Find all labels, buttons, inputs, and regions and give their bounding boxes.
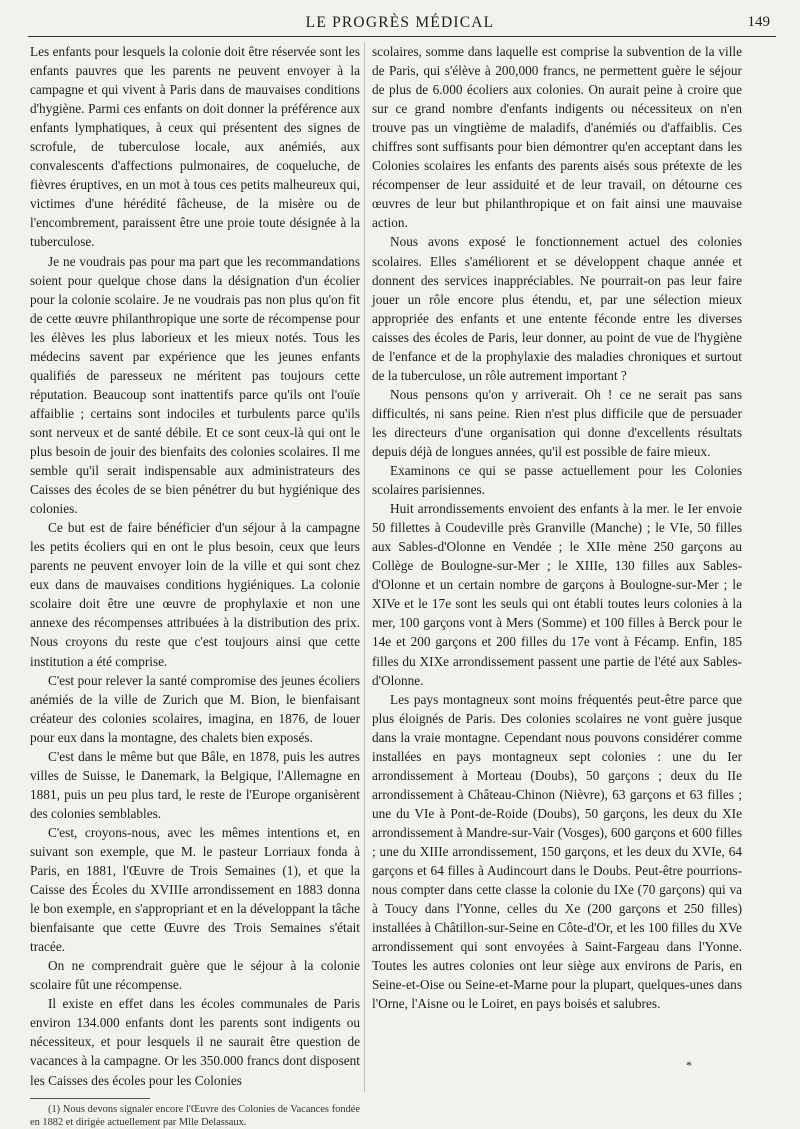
paragraph: C'est pour relever la santé compromise des jeunes écoliers anémiés de la ville de Zurich que M. Bion, le bienfaisant créateur des colonies scolaires, imagina, en 1876, de louer pour eux dans la montagne, des chalets bien exposés. (30, 672, 360, 745)
paragraph: Ce but est de faire bénéficier d'un séjour à la campagne les petits écoliers qui en ont le plus besoin, ceux que leurs parents ne peuvent envoyer loin de la ville et qui sont chez eux dans de mauvaises conditions hygiéniques. La colonie scolaire doit être une œuvre de prophylaxie et non une annexe des récompenses attribuées à la distribution des prix. Nous croyons du reste que c'est toujours ainsi que cette institution a été comprise. (30, 520, 360, 669)
header-rule (28, 36, 776, 37)
paragraph: Huit arrondissements envoient des enfants à la mer. le Ier envoie 50 fillettes à Coudeville près Granville (Manche) ; le VIe, 50 filles aux Sables-d'Olonne en Vendée ; le XIIe mène 250 garçons au Collège de Boulogne-sur-Mer ; le XIIIe, 130 filles aux Sables-d'Olonne et un certain nombre de garçons à Boulogne-sur-Mer ; le XIVe et le 17e sont les seuls qui ont établi toutes leurs colonies à la mer, 100 garçons vont à Mers (Somme) et 100 filles à Berck pour le 14e et 200 garçons et 200 filles du 17e vont à Fécamp. Enfin, 185 filles du XIXe arrondissement passent une partie de l'été aux Sables-d'Olonne. (372, 501, 742, 688)
running-header (0, 12, 800, 38)
footnote: (1) Nous devons signaler encore l'Œuvre des Colonies de Vacances fondée en 1882 et dirigée actuellement par Mlle Delassaux. (30, 1103, 360, 1128)
journal-title: LE PROGRÈS MÉDICAL (305, 14, 495, 31)
paragraph: Les pays montagneux sont moins fréquentés peut-être parce que plus éloignés de Paris. Des colonies scolaires ne vont guère jusque dans la vraie montagne. Cependant nous pouvons considérer comme installées en pays montagneux sept colonies : une du Ier arrondissement à Morteau (Doubs), 50 garçons ; deux du IIe arrondissement à Château-Chinon (Nièvre), 63 garçons et 63 filles ; une du VIe à Pont-de-Roide (Doubs), 50 garçons, les deux du XIe arrondissement à Mandre-sur-Vair (Vosges), 600 garçons et 600 filles ; une du XIIIe arrondissement, 150 garçons, et les deux du XVIe, 64 garçons et 64 filles à Audincourt dans le Doubs. Peut-être pourrions-nous compter dans cette classe la colonie du IXe (70 garçons) qui va à Toucy dans l'Yonne, celles du Xe (200 garçons et 250 filles) installées à Châtillon-sur-Seine en Côte-d'Or, et les 100 filles du XVe arrondissement qui sont envoyées à Saint-Fargeau dans l'Yonne. Toutes les autres colonies ont leur siège aux environs de Paris, en Seine-et-Oise ou Seine-et-Marne pour la plupart, quelques-unes dans l'Orne, l'Aisne ou le Loiret, en pays boisés et salubres. (372, 691, 742, 1012)
footnote-rule (30, 1098, 150, 1099)
right-column (372, 42, 742, 1013)
left-column (30, 42, 360, 1129)
paragraph: Nous pensons qu'on y arriverait. Oh ! ce ne serait pas sans difficultés, ni sans peine. Rien n'est plus difficile que de persuader les directeurs d'une organisation qui donne d'excellents résultats depuis déjà de longues années, qu'il est possible de faire mieux. (372, 386, 742, 459)
paragraph: C'est, croyons-nous, avec les mêmes intentions et, en suivant son exemple, que M. le pasteur Lorriaux fonda à Paris, en 1881, l'Œuvre de Trois Semaines (1), et que la Caisse des Écoles du XVIIIe arrondissement en 1883 donna le bon exemple, en s'appropriant et en la développant la tâche bienfaisante que cette Œuvre des Trois Semaines s'était tracée. (30, 824, 360, 955)
paragraph: Les enfants pour lesquels la colonie doit être réservée sont les enfants pauvres que les parents ne peuvent envoyer à la campagne et qui vivent à Paris dans de mauvaises conditions d'hygiène. Parmi ces enfants on doit donner la préférence aux enfants lymphatiques, à ceux qui présentent des signes de scrofule, de tuberculose locale, aux anémiés, aux convalescents d'affections pulmonaires, de coqueluche, de fièvres éruptives, en un mot à tous ces petits malheureux qui, victimes d'une hérédité fâcheuse, de la misère ou de l'encombrement, paraissent être une proie toute désignée à la tuberculose. (30, 44, 360, 250)
paragraph: C'est dans le même but que Bâle, en 1878, puis les autres villes de Suisse, le Danemark, la Belgique, l'Allemagne en 1881, puis un peu plus tard, le reste de l'Europe organisèrent des colonies semblables. (30, 748, 360, 821)
paragraph: Nous avons exposé le fonctionnement actuel des colonies scolaires. Elles s'améliorent et se développent chaque année et donnent des services inappréciables. Ne pourrait-on pas leur faire jouer un rôle encore plus étendu, et, par une sélection mieux appropriée des enfants et une entente féconde entre les diverses caisses des écoles de Paris, leur donner, au point de vue de l'hygiène de l'enfance et de la prophylaxie des maladies chroniques et surtout de la tuberculose, un rôle autrement important ? (372, 234, 742, 383)
column-divider (364, 42, 365, 1092)
paragraph: scolaires, somme dans laquelle est comprise la subvention de la ville de Paris, qui s'élève à 200,000 francs, ne permettent guère le séjour de plus de 6.000 écoliers aux colonies. On aurait peine à croire que sur ce grand nombre d'enfants indigents ou nécessiteux on n'en trouve pas un vingtième de maladifs, d'anémiés ou d'affaiblis. Ces chiffres sont suffisants pour bien démontrer qu'en acceptant dans les Colonies scolaires les enfants des parents aisés sous prétexte de les récompenser de leur assiduité et de leur travail, on détourne ces œuvres de leur but philanthropique et on fait ainsi une mauvaise action. (372, 44, 742, 231)
paragraph: Examinons ce qui se passe actuellement pour les Colonies scolaires parisiennes. (372, 463, 742, 498)
paragraph: On ne comprendrait guère que le séjour à la colonie scolaire fût une récompense. (30, 958, 360, 993)
paragraph: Je ne voudrais pas pour ma part que les recommandations soient pour quelque chose dans la désignation d'un écolier pour la colonie scolaire. Je ne voudrais pas non plus qu'on fit de cette œuvre philanthropique une sorte de récompense pour les élèves les plus laborieux et les mieux notés. Tous les médecins savent par expérience que les jeunes enfants qualifiés de paresseux ne méritent pas toujours cette réputation. Beaucoup sont inattentifs parce qu'ils ont l'ouïe affaiblie ; certains sont indociles et turbulents parce qu'ils sont nerveux et de santé débile. Et ce sont ceux-là qui ont le plus besoin de jouir des bienfaits des colonies scolaires. Il me semble qu'il serait indispensable aux administrateurs des Caisses des écoles de se bien pénétrer du but hygiénique des colonies. (30, 253, 360, 517)
paragraph: Il existe en effet dans les écoles communales de Paris environ 134.000 enfants dont les parents sont indigents ou nécessiteux, et pour lesquels il ne saurait être question de vacances à la campagne. Or les 350.000 francs dont disposent les Caisses des écoles pour les Colonies (30, 996, 360, 1088)
end-mark: * (686, 1058, 692, 1072)
page-number: 149 (747, 14, 770, 30)
